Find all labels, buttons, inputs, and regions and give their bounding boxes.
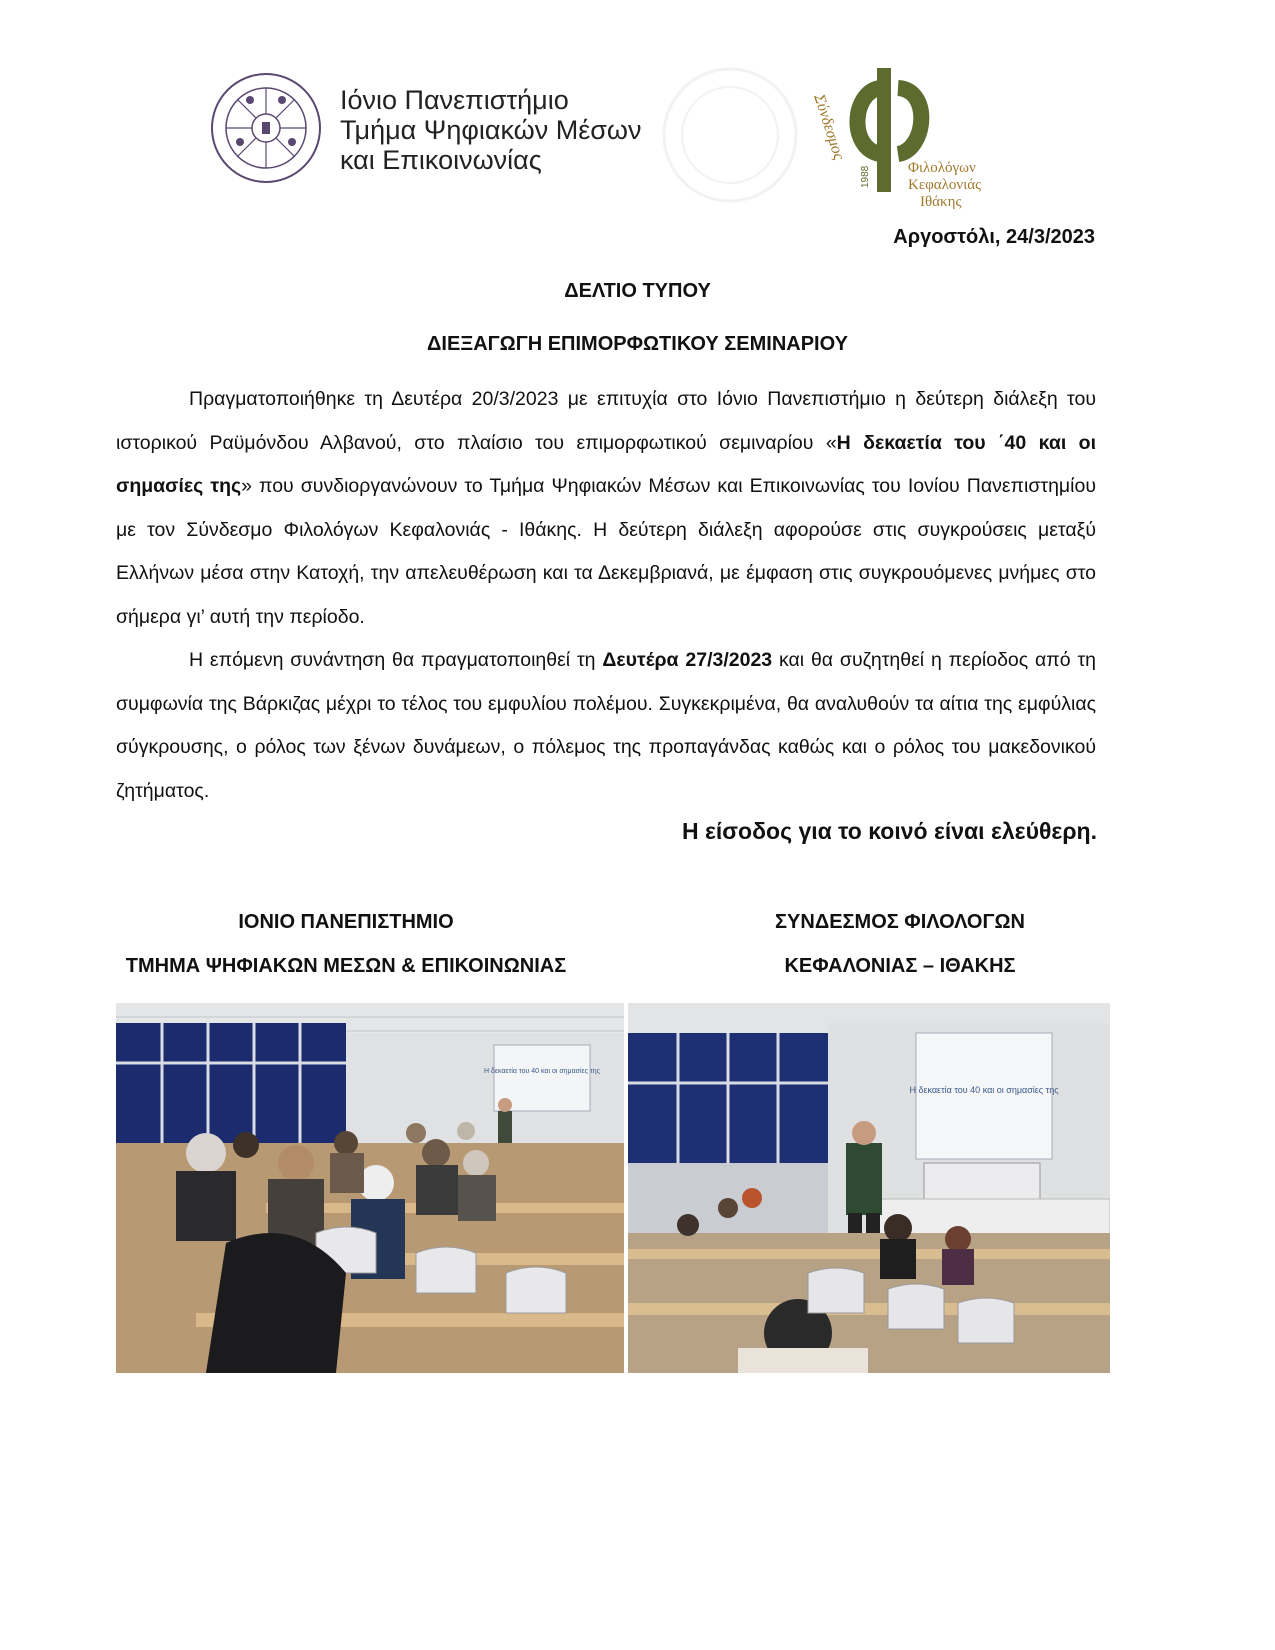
paragraph-1-text-b: » που συνδιοργανώνουν το Τμήμα Ψηφιακών Μέσων και Επικοινωνίας του Ιονίου Πανεπιστημίου με τον Σύνδεσμο Φιλολόγων Κεφαλονιάς - Ιθάκης. Η δεύτερη διάλεξη αφορούσε στις συγκρούσεις μεταξύ Ελλήνων μέσα στην Κατοχή, την απελευθέρωση και τα Δεκεμβριανά, με έμφαση στις συγκρουόμενες μνήμες στο σήμερα γι’ αυτή την περίοδο. (116, 475, 1096, 628)
press-release-body (116, 378, 1096, 813)
watermark-seal (660, 65, 800, 205)
philologists-association-logo (800, 60, 1020, 210)
svg-text:Κεφαλονιάς: Κεφαλονιάς (908, 177, 982, 193)
svg-text:Σύνδεσμος: Σύνδεσμος (810, 91, 848, 163)
lecture-photo-left (116, 1003, 624, 1373)
free-entry-note: Η είσοδος για το κοινό είναι ελεύθερη. (682, 818, 1097, 844)
signature-university (116, 900, 576, 988)
letterhead (190, 60, 1090, 210)
paragraph-2-text-a: Η επόμενη συνάντηση θα πραγματοποιηθεί τη (189, 649, 603, 671)
signature-left-line-1: ΙΟΝΙΟ ΠΑΝΕΠΙΣΤΗΜΙΟ (238, 911, 454, 933)
svg-text:1988: 1988 (860, 165, 871, 188)
paragraph-2-text-b: και θα συζητηθεί η περίοδος από τη συμφωνία της Βάρκιζας μέχρι το τέλος του εμφυλίου πολέμου. Συγκεκριμένα, θα αναλυθούν τα αίτια της εμφύλιας σύγκρουσης, ο ρόλος των ξένων δυνάμεων, ο πόλεμος της προπαγάνδας καθώς και ο ρόλος του μακεδονικού ζητήματος. (116, 649, 1096, 802)
document-title: ΔΕΛΤΙΟ ΤΥΠΟΥ (564, 280, 711, 302)
paragraph-1-text-a: Πραγματοποιήθηκε τη Δευτέρα 20/3/2023 με επιτυχία στο Ιόνιο Πανεπιστήμιο η δεύτερη διάλεξη του ιστορικού Ραϋμόνδου Αλβανού, στο πλαίσιο του επιμορφωτικού σεμιναρίου « (116, 388, 1096, 454)
slide-text-right: Η δεκαετία του 40 και οι σημασίες της (909, 1085, 1059, 1095)
university-seal-logo (210, 72, 322, 184)
signature-association (710, 900, 1090, 988)
paragraph-1 (116, 378, 1096, 639)
signature-left-line-2: ΤΜΗΜΑ ΨΗΦΙΑΚΩΝ ΜΕΣΩΝ & ΕΠΙΚΟΙΝΩΝΙΑΣ (125, 955, 567, 977)
document-subtitle: ΔΙΕΞΑΓΩΓΗ ΕΠΙΜΟΡΦΩΤΙΚΟΥ ΣΕΜΙΝΑΡΙΟΥ (427, 333, 848, 355)
uni-line-3: και Επικοινωνίας (340, 145, 542, 175)
svg-text:Φιλολόγων: Φιλολόγων (908, 160, 976, 176)
slide-text-left: Η δεκαετία του 40 και οι σημασίες της (484, 1068, 600, 1075)
seminar-title: Η δεκαετία του ΄40 και οι σημασίες της (116, 431, 1096, 497)
lecture-photo-right (628, 1003, 1110, 1373)
uni-line-2: Τμήμα Ψηφιακών Μέσων (340, 115, 642, 145)
signature-right-line-1: ΣΥΝΔΕΣΜΟΣ ΦΙΛΟΛΟΓΩΝ (775, 911, 1025, 933)
svg-text:Ιθάκης: Ιθάκης (920, 194, 962, 210)
next-meeting-date: Δευτέρα 27/3/2023 (602, 649, 773, 671)
signature-right-line-2: ΚΕΦΑΛΟΝΙΑΣ – ΙΘΑΚΗΣ (784, 955, 1016, 977)
university-name (340, 85, 641, 175)
paragraph-2 (116, 639, 1096, 813)
date-line: Αργοστόλι, 24/3/2023 (893, 226, 1095, 248)
uni-line-1: Ιόνιο Πανεπιστήμιο (340, 85, 569, 115)
